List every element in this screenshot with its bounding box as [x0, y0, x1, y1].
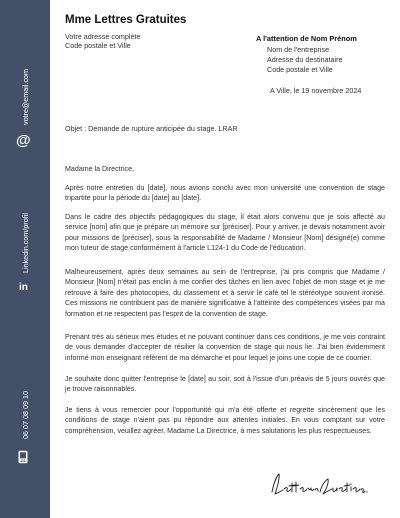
sidebar-email: votre@email.com: [21, 68, 30, 125]
recipient-company: Nom de l'entreprise: [267, 45, 330, 54]
paragraph-4: Prenant très au sérieux mes études et ne pouvant continuer dans ces conditions, je me vois contraint de vous demander d'accepter de résilier la convention de stage qui nous lie. J'ai bien évidemment informé mon enseignant référent de ma démarche et pour lequel je joins une copie de ce courrier.: [65, 333, 385, 362]
letter-date: A Ville, le 19 novembre 2024: [270, 86, 362, 95]
at-sign-icon: @: [16, 132, 31, 149]
phone-icon: [17, 450, 29, 464]
paragraph-1: Après notre entretien du [date], nous avions conclu avec mon université une convention de stage tripartite pour la période du [date] au [date].: [65, 184, 385, 203]
sidebar-linkedin: Linkedin.com/profil: [21, 213, 30, 273]
linkedin-icon: in: [19, 282, 28, 293]
salutation: Madame la Directrice,: [65, 165, 134, 173]
paragraph-5: Je souhaite donc quitter l'entreprise le [date] au soir, soit à l'issue d'un préavis de 5 jours ouvrés que je trouve raisonnables.: [65, 375, 385, 394]
recipient-city: Code postale et Ville: [267, 65, 333, 74]
sidebar-phone: 06 07 08 09 10: [21, 391, 30, 439]
recipient-attention: A l'attention de Nom Prénom: [256, 34, 357, 43]
contact-sidebar: [0, 0, 50, 518]
recipient-address: Adresse du destinataire: [267, 55, 343, 64]
handwritten-signature: [268, 470, 368, 500]
paragraph-6: Je tiens à vous remercier pour l'opportunité qui m'a été offerte et regrette sincèrement que les conditions de stage n'aient pas pu répondre aux attentes initiales. En vous comptant sur votre compréhension, veuillez agréer, Madame La Directrice, à mes salutations les plus respectueuses.: [65, 406, 385, 435]
paragraph-2: Dans le cadre des objectifs pédagogiques du stage, il était alors convenu que je sois affecté au service [nom] afin que je prépare un mémoire sur [préciser]. Pour y arriver, je devais notamment avoir pour missions de [préciser], sous la responsabilité de Madame / Monsieur [Nom] désigné(e) comme mon tuteur de stage conformément à l'article L124-1 du Code de l'éducation.: [65, 213, 385, 253]
sender-address: Votre adresse complète: [65, 32, 141, 41]
paragraph-3: Malheureusement, après deux semaines au sein de l'entreprise, j'ai pris compris que Madame / Monsieur [Nom] n'était pas enclin à me confier des tâches en lien avec l'objet de mon stage et je me retrouve à faire des photocopies, du classement et à servir le café tel le stéréotype souvent ironisé. Ces missions ne contribuent pas de manière significative à l'atteinte des compétences visées par ma formation et ne respectent pas l'esprit de la convention de stage.: [65, 268, 385, 318]
sender-city: Code postale et Ville: [65, 41, 131, 50]
sender-name: Mme Lettres Gratuites: [65, 14, 187, 26]
letter-subject: Objet : Demande de rupture anticipée du stage. LRAR: [65, 124, 238, 133]
